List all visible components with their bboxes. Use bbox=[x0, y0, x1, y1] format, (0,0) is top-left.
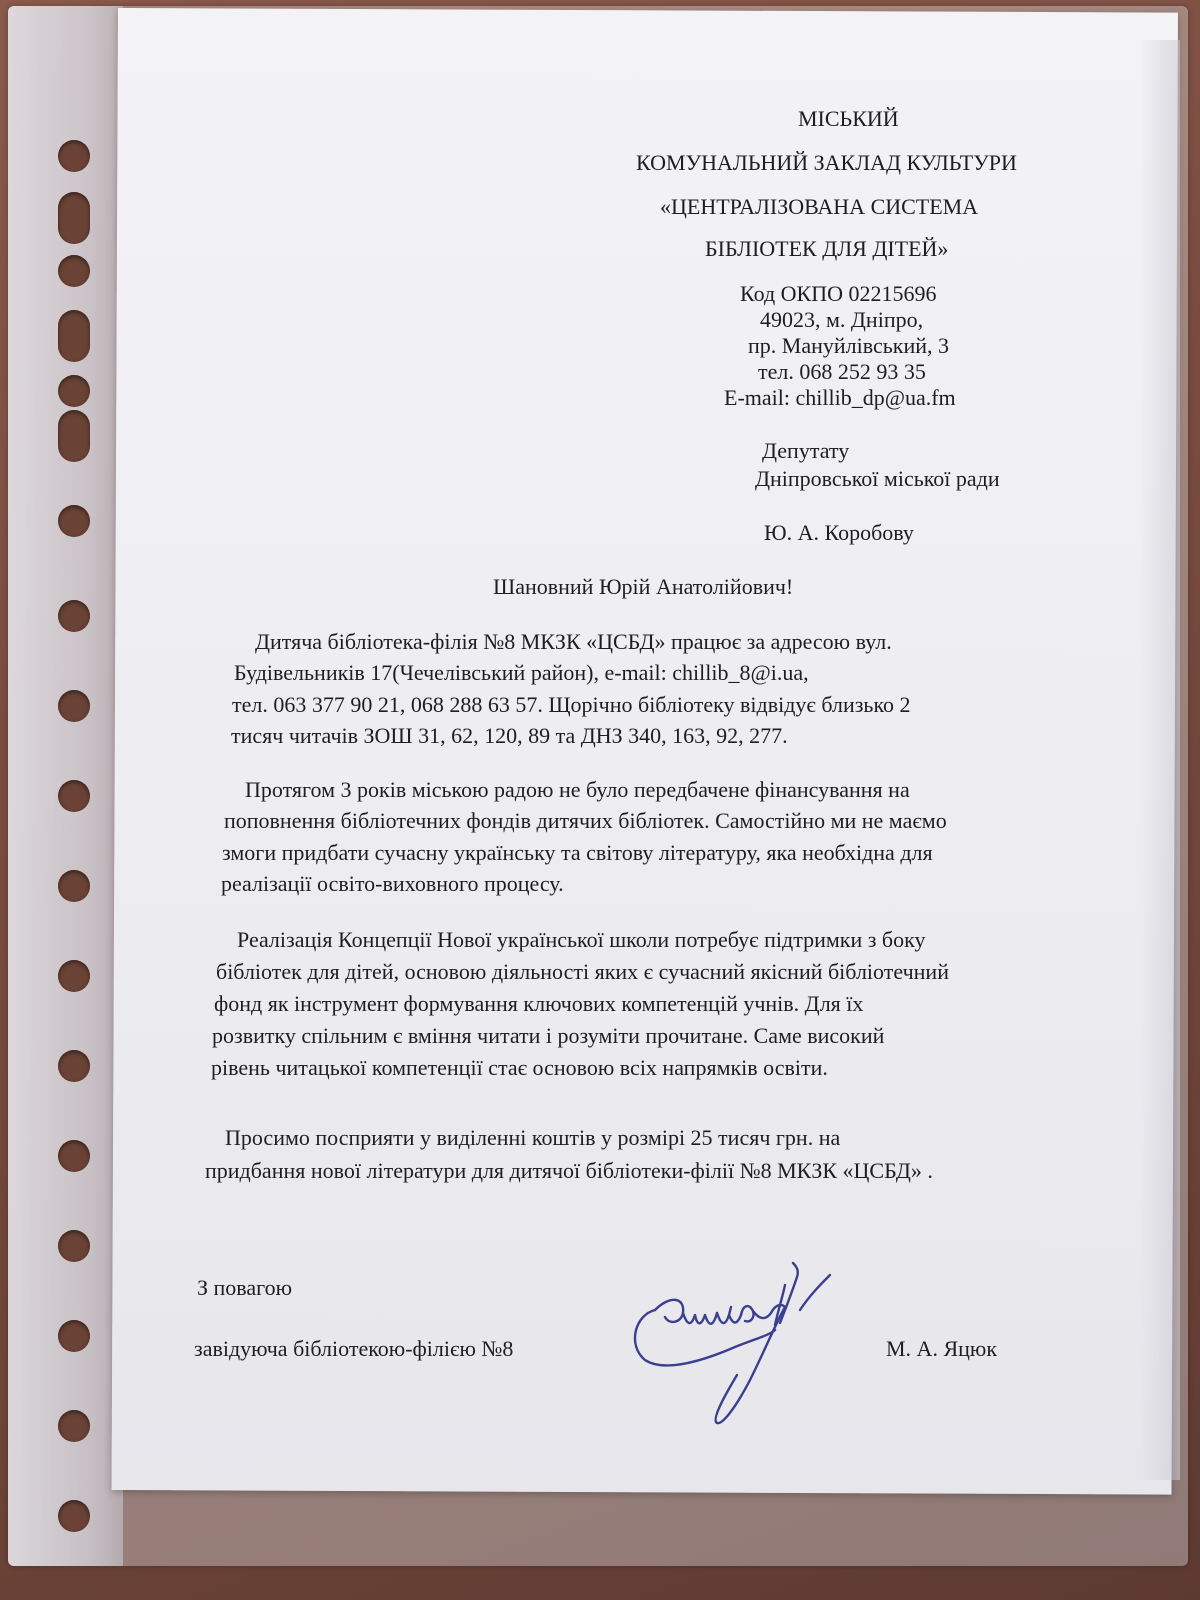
binder-hole bbox=[58, 310, 90, 362]
binder-hole bbox=[58, 1230, 90, 1262]
handwritten-signature bbox=[625, 1255, 845, 1430]
org-name-line: «ЦЕНТРАЛІЗОВАНА СИСТЕМА bbox=[660, 194, 979, 219]
closing-position: завідуюча бібліотекою-філією №8 bbox=[194, 1336, 514, 1361]
binder-hole bbox=[58, 1410, 90, 1442]
recipient-council: Дніпровської міської ради bbox=[755, 466, 1000, 491]
paragraph-line: Дитяча бібліотека-філія №8 МКЗК «ЦСБД» працює за адресою вул. bbox=[255, 629, 892, 654]
binder-hole bbox=[58, 1140, 90, 1172]
binder-hole bbox=[58, 192, 90, 244]
paragraph-line: фонд як інструмент формування ключових компетенцій учнів. Для їх bbox=[214, 991, 864, 1016]
recipient-title: Депутату bbox=[762, 438, 850, 463]
paragraph-line: поповнення бібліотечних фондів дитячих бібліотек. Самостійно ми не маємо bbox=[224, 808, 947, 833]
binder-hole bbox=[58, 780, 90, 812]
binder-hole bbox=[58, 505, 90, 537]
paragraph-line: Просимо посприяти у виділенні коштів у розмірі 25 тисяч грн. на bbox=[225, 1125, 841, 1150]
binder-hole bbox=[58, 140, 90, 172]
binder-hole bbox=[58, 960, 90, 992]
paragraph-line: придбання нової літератури для дитячої бібліотеки-філії №8 МКЗК «ЦСБД» . bbox=[205, 1158, 933, 1183]
paragraph-line: розвитку спільним є вміння читати і розуміти прочитане. Саме високий bbox=[212, 1023, 885, 1048]
paragraph-line: змоги придбати сучасну українську та світову літературу, яка необхідна для bbox=[222, 840, 933, 865]
org-name-line: БІБЛІОТЕК ДЛЯ ДІТЕЙ» bbox=[705, 236, 949, 261]
org-name-line: КОМУНАЛЬНИЙ ЗАКЛАД КУЛЬТУРИ bbox=[636, 150, 1017, 175]
org-code: Код ОКПО 02215696 bbox=[740, 281, 937, 306]
binder-hole bbox=[58, 600, 90, 632]
paragraph-line: рівень читацької компетенції стає основою всіх напрямків освіти. bbox=[211, 1055, 828, 1080]
signer-name: М. А. Яцюк bbox=[886, 1336, 998, 1361]
binder-hole bbox=[58, 870, 90, 902]
org-address-line: 49023, м. Дніпро, bbox=[760, 307, 924, 332]
closing-regards: З повагою bbox=[197, 1275, 293, 1300]
binder-hole bbox=[58, 410, 90, 462]
paragraph-line: тел. 063 377 90 21, 068 288 63 57. Щорічно бібліотеку відвідує близько 2 bbox=[232, 692, 911, 717]
paper-edge bbox=[1140, 40, 1180, 1480]
binder-hole bbox=[58, 375, 90, 407]
org-phone: тел. 068 252 93 35 bbox=[758, 359, 926, 384]
paragraph-line: Реалізація Концепції Нової української школи потребує підтримки з боку bbox=[237, 927, 926, 952]
binder-hole bbox=[58, 1320, 90, 1352]
paragraph-line: Протягом 3 років міською радою не було передбачене фінансування на bbox=[245, 777, 910, 802]
org-email: E-mail: chillib_dp@ua.fm bbox=[724, 385, 956, 410]
paragraph-line: тисяч читачів ЗОШ 31, 62, 120, 89 та ДНЗ 340, 163, 92, 277. bbox=[231, 723, 788, 748]
paragraph-line: реалізації освіто-виховного процесу. bbox=[221, 871, 564, 896]
org-name-line: МІСЬКИЙ bbox=[798, 106, 899, 131]
binder-hole bbox=[58, 690, 90, 722]
recipient-name: Ю. А. Коробову bbox=[764, 520, 914, 545]
org-address-line: пр. Мануйлівський, 3 bbox=[748, 333, 950, 358]
binder-hole bbox=[58, 1050, 90, 1082]
paragraph-line: Будівельників 17(Чечелівський район), e-mail: chillib_8@i.ua, bbox=[234, 660, 809, 685]
paragraph-line: бібліотек для дітей, основою діяльності яких є сучасний якісний бібліотечний bbox=[216, 959, 949, 984]
binder-hole bbox=[58, 1500, 90, 1532]
binder-hole bbox=[58, 255, 90, 287]
salutation: Шановний Юрій Анатолійович! bbox=[493, 574, 794, 599]
